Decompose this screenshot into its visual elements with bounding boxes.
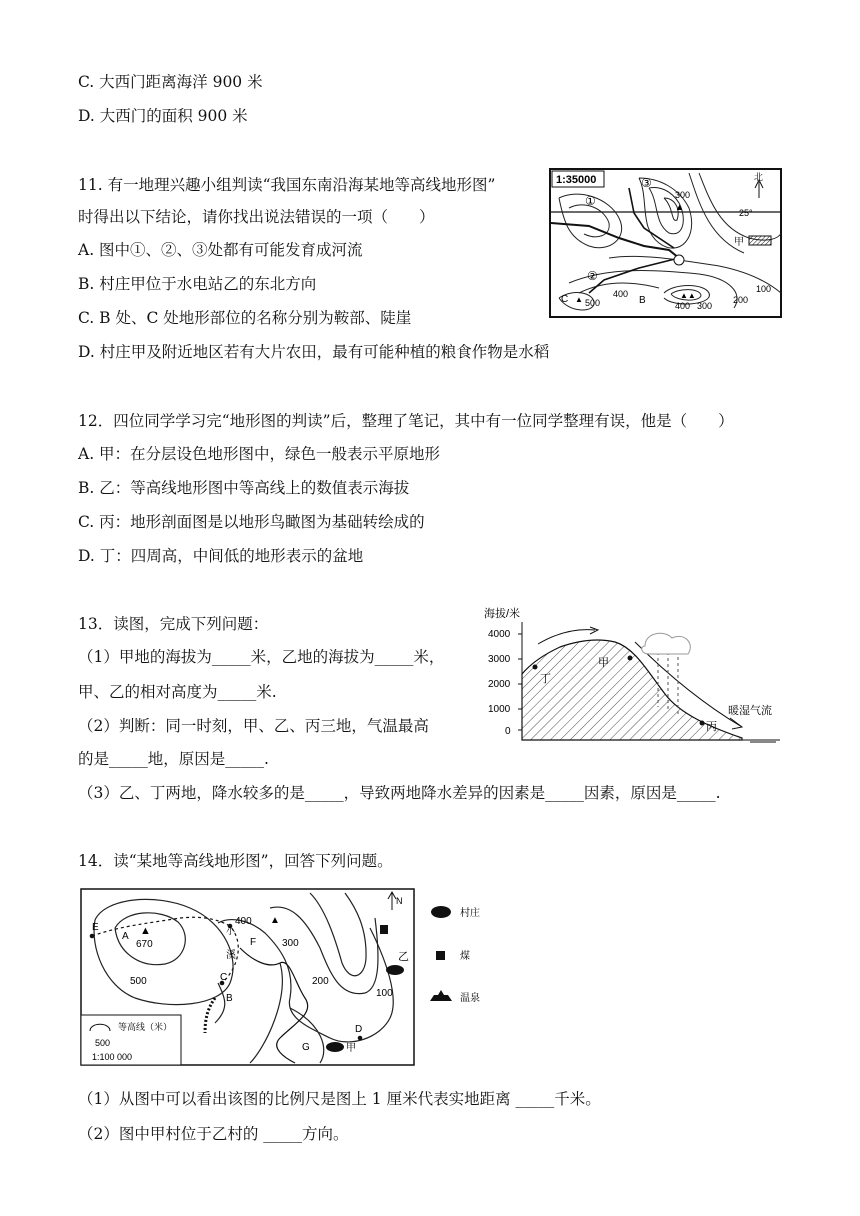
q14-map-xi: 溪 [226,950,236,961]
q14-stem: 14．读“某地等高线地形图”，回答下列问题。 [78,852,393,870]
q11-map-scale: 1:35000 [556,174,597,186]
q11-contour-map [549,168,782,318]
q14-map-xiao: 小 [226,926,236,936]
q14-legend-coal: 煤 [460,951,470,962]
q12-option-c: C. 丙：地形剖面图是以地形鸟瞰图为基础转绘成的 [78,513,425,531]
q12-option-a: A. 甲：在分层设色地形图中，绿色一般表示平原地形 [78,445,441,463]
q11-stem-line2: 时得出以下结论，请你找出说法错误的一项（ ） [78,208,435,226]
q14-map-670: 670 [136,939,153,950]
q11-option-c: C. B 处、C 处地形部位的名称分别为鞍部、陡崖 [78,309,412,327]
q13-ylabel: 海拔/米 [484,608,521,620]
q14-map-100: 100 [376,988,393,999]
q13-part2-line1: （2）判断：同一时刻，甲、乙、丙三地，气温最高 [78,717,429,735]
q13-airflow: 暖湿气流 [728,705,772,717]
q13-tick-3000: 3000 [488,654,511,665]
q14-map-n: N [396,896,403,906]
q13-ding: 丁 [540,673,551,685]
q11-map-lat: 25° [739,208,753,218]
q14-legend-spring: 温泉 [460,993,480,1004]
q14-part1: （1）从图中可以看出该图的比例尺是图上 1 厘米代表实地距离 _____千米。 [78,1090,601,1108]
q11-map-b: B [639,295,646,306]
q14-map-e: E [92,922,99,933]
q14-map-400: 400 [235,916,252,927]
q14-map-jia: 甲 [346,1043,356,1054]
q14-map-500: 500 [130,976,147,987]
q11-map-100: 100 [756,284,772,294]
q11-map-200: 200 [733,295,749,305]
q11-map-c: C [561,294,569,305]
q11-map-label-3: ③ [641,176,652,190]
q14-legend-500: 500 [95,1038,111,1048]
svg-text:▲: ▲ [270,915,280,926]
q13-part1-line1: （1）甲地的海拔为_____米，乙地的海拔为_____米， [78,648,445,666]
q11-map-400b: 400 [675,301,691,311]
q13-jia: 甲 [598,657,609,669]
q11-map-500: 500 [585,298,601,308]
q11-map-label-2: ② [587,269,598,283]
q11-map-300: 300 [675,190,691,200]
q11-map-300b: 300 [697,301,713,311]
q13-tick-0: 0 [505,726,511,737]
q11-map-label-1: ① [585,194,596,208]
q14-map-c: C [220,972,228,983]
q11-map-jia: 甲 [734,237,744,248]
q14-map-f: F [250,937,257,948]
q14-legend-scale: 1:100 000 [92,1052,133,1062]
q14-map-d: D [355,1024,363,1035]
q13-tick-1000: 1000 [488,704,511,715]
q11-map-400a: 400 [613,289,629,299]
q11-map-north: 北 [754,172,764,182]
q13-tick-2000: 2000 [488,679,511,690]
q13-tick-4000: 4000 [488,629,511,640]
q14-legend-contour: 等高线（米） [118,1022,173,1032]
svg-text:▲: ▲ [675,202,684,212]
q11-option-d: D. 村庄甲及附近地区若有大片农田，最有可能种植的粮食作物是水稻 [78,343,550,361]
q11-option-b: B. 村庄甲位于水电站乙的东北方向 [78,275,317,293]
q14-map-yi: 乙 [398,951,409,963]
q13-part2-line2: 的是_____地，原因是_____. [78,750,269,768]
q12-stem: 12．四位同学学习完“地形图的判读”后，整理了笔记，其中有一位同学整理有误，他是（ ） [78,412,734,430]
q14-legend-village: 村庄 [460,908,480,919]
svg-text:▲▲: ▲▲ [680,291,696,300]
svg-text:▲: ▲ [575,295,583,304]
q14-map-200: 200 [312,976,329,987]
q14-map-a: A [122,931,129,942]
q12-option-d: D. 丁：四周高，中间低的地形表示的盆地 [78,547,364,565]
q14-map-g: G [302,1042,310,1053]
q13-part1-line2: 甲、乙的相对高度为_____米. [78,683,277,701]
q11-stem-line1: 11. 有一地理兴趣小组判读“我国东南沿海某地等高线地形图” [78,176,496,194]
q13-terrain-profile [480,602,782,750]
q12-option-b: B. 乙：等高线地形图中等高线上的数值表示海拔 [78,479,410,497]
q14-map-300: 300 [282,938,299,949]
svg-text:▲: ▲ [140,925,151,937]
q14-contour-map [80,888,482,1068]
q11-option-a: A. 图中①、②、③处都有可能发育成河流 [78,241,363,259]
q14-map-b: B [226,993,233,1004]
q14-part2: （2）图中甲村位于乙村的 _____方向。 [78,1125,349,1143]
q13-part3: （3）乙、丁两地，降水较多的是_____，导致两地降水差异的因素是_____因素，原因是_____. [78,784,721,802]
q13-bing: 丙 [706,721,717,733]
q13-stem: 13．读图，完成下列问题： [78,615,269,633]
q10-option-d: D. 大西门的面积 900 米 [78,107,248,125]
q10-option-c: C. 大西门距离海洋 900 米 [78,73,263,91]
